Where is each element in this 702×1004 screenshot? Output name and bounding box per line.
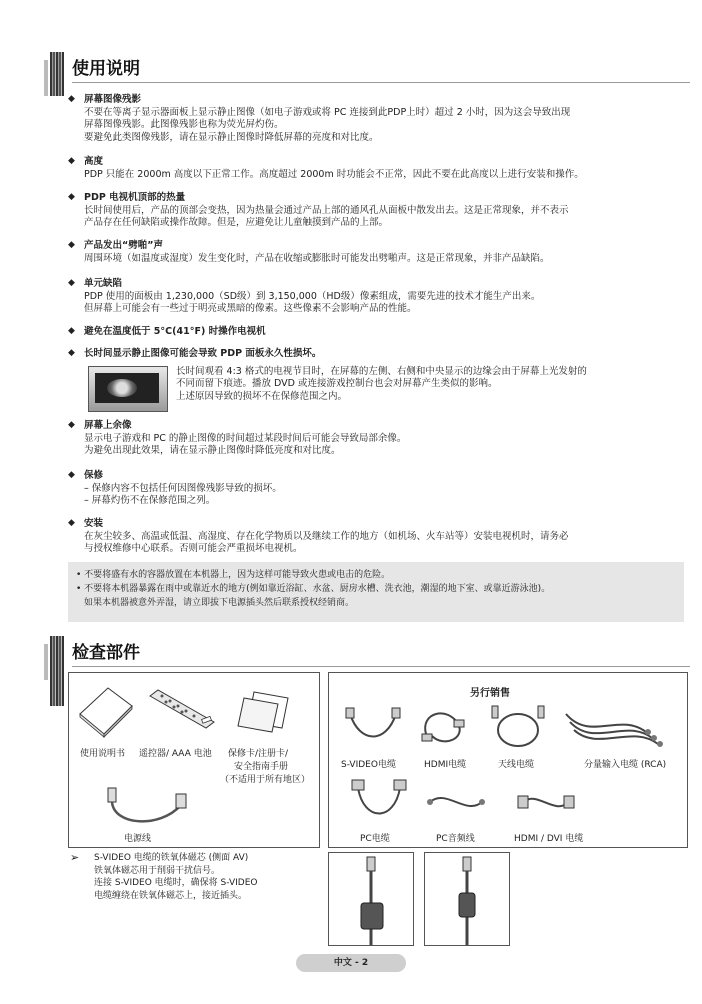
item-heat bbox=[68, 192, 686, 230]
item-residual-image bbox=[68, 420, 686, 458]
optional-heading: 另行销售 bbox=[470, 688, 510, 699]
item-line: 不要在等离子显示器面板上显示静止图像（如电子游戏或将 PC 连接到此PDP上时）超过 2 小时，因为这会导致出现 bbox=[84, 106, 571, 118]
item-altitude bbox=[68, 156, 686, 181]
item-title: ◆ 保修 bbox=[68, 470, 686, 483]
note-line: 电缆缠绕在铁氧体磁芯上，接近插头。 bbox=[94, 890, 248, 901]
note-line: 连接 S-VIDEO 电缆时，确保将 S-VIDEO bbox=[94, 878, 258, 888]
ferrite-core-note bbox=[70, 852, 310, 902]
header-decoration bbox=[44, 644, 48, 680]
ferrite-photo-2 bbox=[424, 852, 510, 946]
svideo-caption: S-VIDEO电缆 bbox=[341, 760, 396, 770]
item-line: 周围环境（如温度或湿度）发生变化时，产品在收缩或膨胀时可能发出劈啪声。这是正常现象，并非产品缺陷。 bbox=[84, 252, 550, 264]
power-cord-caption: 电源线 bbox=[124, 834, 152, 844]
header-bar-decoration bbox=[50, 52, 64, 96]
component-cable-illustration bbox=[560, 702, 676, 752]
item-title: ◆ 避免在温度低于 5°C(41°F) 时操作电视机 bbox=[68, 326, 686, 339]
item-line: 与授权维修中心联系。否则可能会严重损坏电视机。 bbox=[84, 543, 303, 554]
page-number-label: 中文 - 2 bbox=[296, 954, 406, 972]
warning-line: • 不要将本机器暴露在雨中或靠近水的地方(例如靠近浴缸、水盆、厨房水槽、洗衣池，潮湿的地下室、或靠近游泳池)。 bbox=[76, 584, 551, 594]
power-cord-illustration bbox=[100, 784, 190, 832]
item-title: ◆ 产品发出“劈啪”声 bbox=[68, 240, 686, 253]
item-line: 长时间观看 4:3 格式的电视节目时，在屏幕的左侧、右侧和中央显示的边缘会由于屏幕上光发射的 bbox=[176, 365, 587, 377]
item-line: 在灰尘较多、高温或低温、高湿度、存在化学物质以及继续工作的地方（如机场、火车站等）安装电视机时，请务必 bbox=[84, 530, 569, 542]
svideo-cable-illustration bbox=[340, 704, 406, 752]
hdmi-cable-illustration bbox=[418, 704, 468, 752]
component-caption: 分量输入电缆 (RCA) bbox=[584, 760, 667, 770]
manual-caption: 使用说明书 bbox=[80, 749, 126, 759]
card-caption-line1: 保修卡/注册卡/ bbox=[228, 749, 289, 759]
pc-audio-caption: PC音频线 bbox=[436, 834, 475, 844]
pc-cable-illustration bbox=[344, 778, 414, 824]
pc-cable-caption: PC电缆 bbox=[360, 834, 390, 844]
ferrite-core-illustration bbox=[425, 853, 509, 945]
note-line: S-VIDEO 电缆的铁氧体磁芯 (侧面 AV) bbox=[94, 853, 249, 863]
item-line: – 保修内容不包括任何因图像残影导致的损坏。 bbox=[84, 482, 282, 494]
item-line: 显示电子游戏和 PC 的静止图像的时间超过某段时间后可能会导致局部余像。 bbox=[84, 432, 407, 444]
header-rule bbox=[72, 82, 690, 83]
pc-audio-cable-illustration bbox=[424, 782, 488, 822]
hdmi-dvi-cable-illustration bbox=[516, 784, 576, 822]
antenna-caption: 天线电缆 bbox=[498, 760, 535, 770]
header-rule bbox=[72, 666, 690, 667]
note-line: 铁氧体磁芯用于削弱干扰信号。 bbox=[94, 865, 221, 876]
hdmi-caption: HDMI电缆 bbox=[424, 760, 467, 770]
header-bar-decoration bbox=[50, 636, 64, 706]
remote-caption: 遥控器/ AAA 电池 bbox=[139, 749, 212, 759]
item-temperature bbox=[68, 326, 686, 339]
card-caption-line3: （不适用于所有地区） bbox=[220, 775, 311, 785]
hdmi-dvi-caption: HDMI / DVI 电缆 bbox=[514, 834, 584, 844]
section-header-usage bbox=[50, 52, 690, 92]
card-caption-line2: 安全指南手册 bbox=[234, 762, 289, 772]
item-warranty bbox=[68, 470, 686, 508]
item-crackling bbox=[68, 240, 686, 265]
item-line: PDP 使用的面板由 1,230,000（SD级）到 3,150,000（HD级）像素组成，需要先进的技术才能生产出来。 bbox=[84, 290, 541, 302]
item-line: 但屏幕上可能会有一些过于明亮或黑暗的像素。这些像素不会影响产品的性能。 bbox=[84, 303, 417, 314]
ferrite-photo-1 bbox=[328, 852, 414, 946]
warning-line: 如果本机器被意外弄湿，请立即拔下电源插头然后联系授权经销商。 bbox=[84, 598, 355, 608]
header-decoration bbox=[44, 60, 48, 96]
item-line: 长时间使用后，产品的顶部会变热，因为热量会通过产品上部的通风孔从面板中散发出去。这是正常现象，并不表示 bbox=[84, 204, 569, 216]
item-line: 不同而留下痕迹。播放 DVD 或连接游戏控制台也会对屏幕产生类似的影响。 bbox=[176, 378, 498, 389]
item-title: ◆ 屏幕图像残影 bbox=[68, 94, 686, 107]
safety-warning-box bbox=[68, 562, 684, 622]
item-title: ◆ 单元缺陷 bbox=[68, 278, 686, 291]
manual-illustration bbox=[74, 684, 138, 738]
static-image-thumbnail bbox=[88, 366, 168, 412]
item-line: 为避免出现此效果，请在显示静止图像时降低亮度和对比度。 bbox=[84, 445, 341, 456]
cards-illustration bbox=[236, 688, 296, 734]
item-title: ◆ 安装 bbox=[68, 518, 686, 531]
item-install bbox=[68, 518, 686, 556]
section-title-usage: 使用说明 bbox=[72, 59, 140, 79]
item-title: ◆ 长时间显示静止图像可能会导致 PDP 面板永久性损坏。 bbox=[68, 348, 686, 361]
item-line: PDP 只能在 2000m 高度以下正常工作。高度超过 2000m 时功能会不正常，因此不要在此高度以上进行安装和操作。 bbox=[84, 168, 584, 180]
item-line: 要避免此类图像残影，请在显示静止图像时降低屏幕的亮度和对比度。 bbox=[84, 131, 379, 143]
section-title-parts: 检查部件 bbox=[72, 643, 140, 663]
ferrite-core-illustration bbox=[329, 853, 413, 945]
item-line: 上述原因导致的损坏不在保修范围之内。 bbox=[176, 390, 348, 402]
item-line: 屏幕图像残影。此图像残影也称为荧光屏灼伤。 bbox=[84, 119, 284, 130]
antenna-cable-illustration bbox=[486, 702, 550, 752]
remote-illustration bbox=[146, 688, 218, 732]
item-title: ◆ 高度 bbox=[68, 156, 686, 169]
item-title: ◆ PDP 电视机顶部的热量 bbox=[68, 192, 686, 205]
item-cell-defect bbox=[68, 278, 686, 316]
warning-line: • 不要将盛有水的容器放置在本机器上，因为这样可能导致火患或电击的危险。 bbox=[76, 570, 391, 580]
section-header-parts bbox=[50, 636, 690, 676]
note-arrow-icon: ➢ bbox=[70, 851, 80, 864]
item-burn-in bbox=[68, 94, 686, 144]
item-line: 产品存在任何缺陷或操作故障。但是，应避免让儿童触摸到产品的上部。 bbox=[84, 217, 389, 228]
item-title: ◆ 屏幕上余像 bbox=[68, 420, 686, 433]
item-line: – 屏幕灼伤不在保修范围之列。 bbox=[84, 495, 216, 506]
